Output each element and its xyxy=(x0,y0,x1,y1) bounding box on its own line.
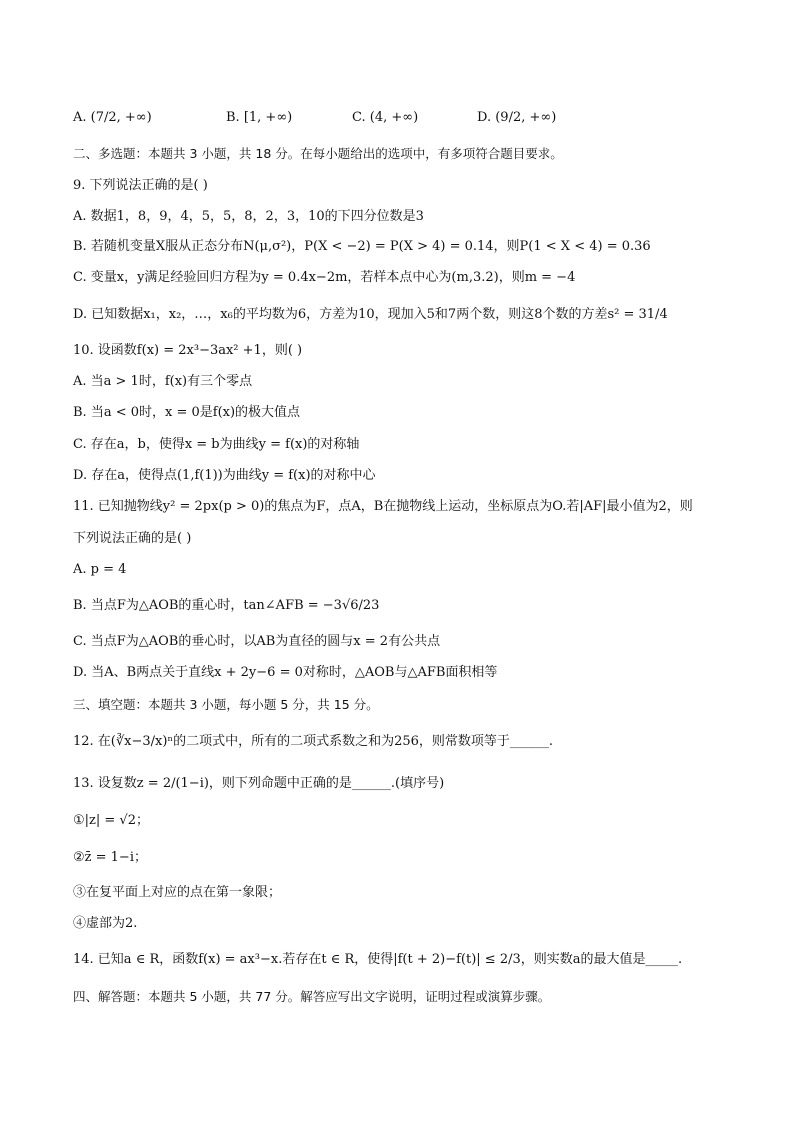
question-9-option-d: D. 已知数据x₁，x₂，…，x₆的平均数为6，方差为10，现加入5和7两个数，则这8个数的方差s² = 31/4 xyxy=(73,307,668,322)
question-9-stem: 9. 下列说法正确的是( ) xyxy=(73,178,208,193)
option-d: D. (9/2, +∞) xyxy=(477,110,557,125)
option-a: A. (7/2, +∞) xyxy=(73,110,152,125)
question-13-statement-2: ②z̄ = 1−i； xyxy=(73,850,147,865)
question-10-option-b: B. 当a < 0时，x = 0是f(x)的极大值点 xyxy=(73,405,301,420)
question-13-statement-3: ③在复平面上对应的点在第一象限； xyxy=(73,885,282,900)
question-11-option-c: C. 当点F为△AOB的垂心时，以AB为直径的圆与x = 2有公共点 xyxy=(73,634,441,649)
section-heading-solutions: 四、解答题：本题共 5 小题，共 77 分。解答应写出文字说明，证明过程或演算步骤。 xyxy=(73,989,551,1004)
question-13-statement-1: ①|z| = √2； xyxy=(73,813,149,828)
question-13-stem: 13. 设复数z = 2/(1−i)，则下列命题中正确的是______.(填序号) xyxy=(73,776,445,791)
question-10-option-d: D. 存在a，使得点(1,f(1))为曲线y = f(x)的对称中心 xyxy=(73,468,376,483)
question-10-option-a: A. 当a > 1时，f(x)有三个零点 xyxy=(73,374,253,389)
question-14: 14. 已知a ∈ R，函数f(x) = ax³−x.若存在t ∈ R，使得|f(t + 2)−f(t)| ≤ 2/3，则实数a的最大值是_____. xyxy=(73,952,683,967)
question-10-option-c: C. 存在a，b，使得x = b为曲线y = f(x)的对称轴 xyxy=(73,437,360,452)
question-9-option-b: B. 若随机变量X服从正态分布N(μ,σ²)，P(X < −2) = P(X > 4) = 0.14，则P(1 < X < 4) = 0.36 xyxy=(73,239,651,254)
section-heading-multiple-choice: 二、多选题：本题共 3 小题，共 18 分。在每小题给出的选项中，有多项符合题目要求。 xyxy=(73,146,563,161)
question-11-stem-line2: 下列说法正确的是( ) xyxy=(73,531,192,546)
question-11-option-b: B. 当点F为△AOB的重心时，tan∠AFB = −3√6/23 xyxy=(73,598,380,613)
question-9-option-a: A. 数据1，8，9，4，5，5，8，2，3，10的下四分位数是3 xyxy=(73,209,424,224)
option-c: C. (4, +∞) xyxy=(352,110,419,125)
option-b: B. [1, +∞) xyxy=(226,110,293,125)
question-9-option-c: C. 变量x，y满足经验回归方程为y = 0.4x−2m，若样本点中心为(m,3.2)，则m = −4 xyxy=(73,270,576,285)
section-heading-fill-in: 三、填空题：本题共 3 小题，每小题 5 分，共 15 分。 xyxy=(73,697,379,712)
question-11-option-a: A. p = 4 xyxy=(73,562,127,577)
question-13-statement-4: ④虚部为2. xyxy=(73,916,138,931)
question-12: 12. 在(∛x−3/x)ⁿ的二项式中，所有的二项式系数之和为256，则常数项等于______. xyxy=(73,734,554,749)
question-11-option-d: D. 当A、B两点关于直线x + 2y−6 = 0对称时，△AOB与△AFB面积相等 xyxy=(73,665,498,680)
question-10-stem: 10. 设函数f(x) = 2x³−3ax² +1，则( ) xyxy=(73,343,303,358)
question-11-stem-line1: 11. 已知抛物线y² = 2px(p > 0)的焦点为F，点A，B在抛物线上运动，坐标原点为O.若|AF|最小值为2，则 xyxy=(73,499,693,514)
